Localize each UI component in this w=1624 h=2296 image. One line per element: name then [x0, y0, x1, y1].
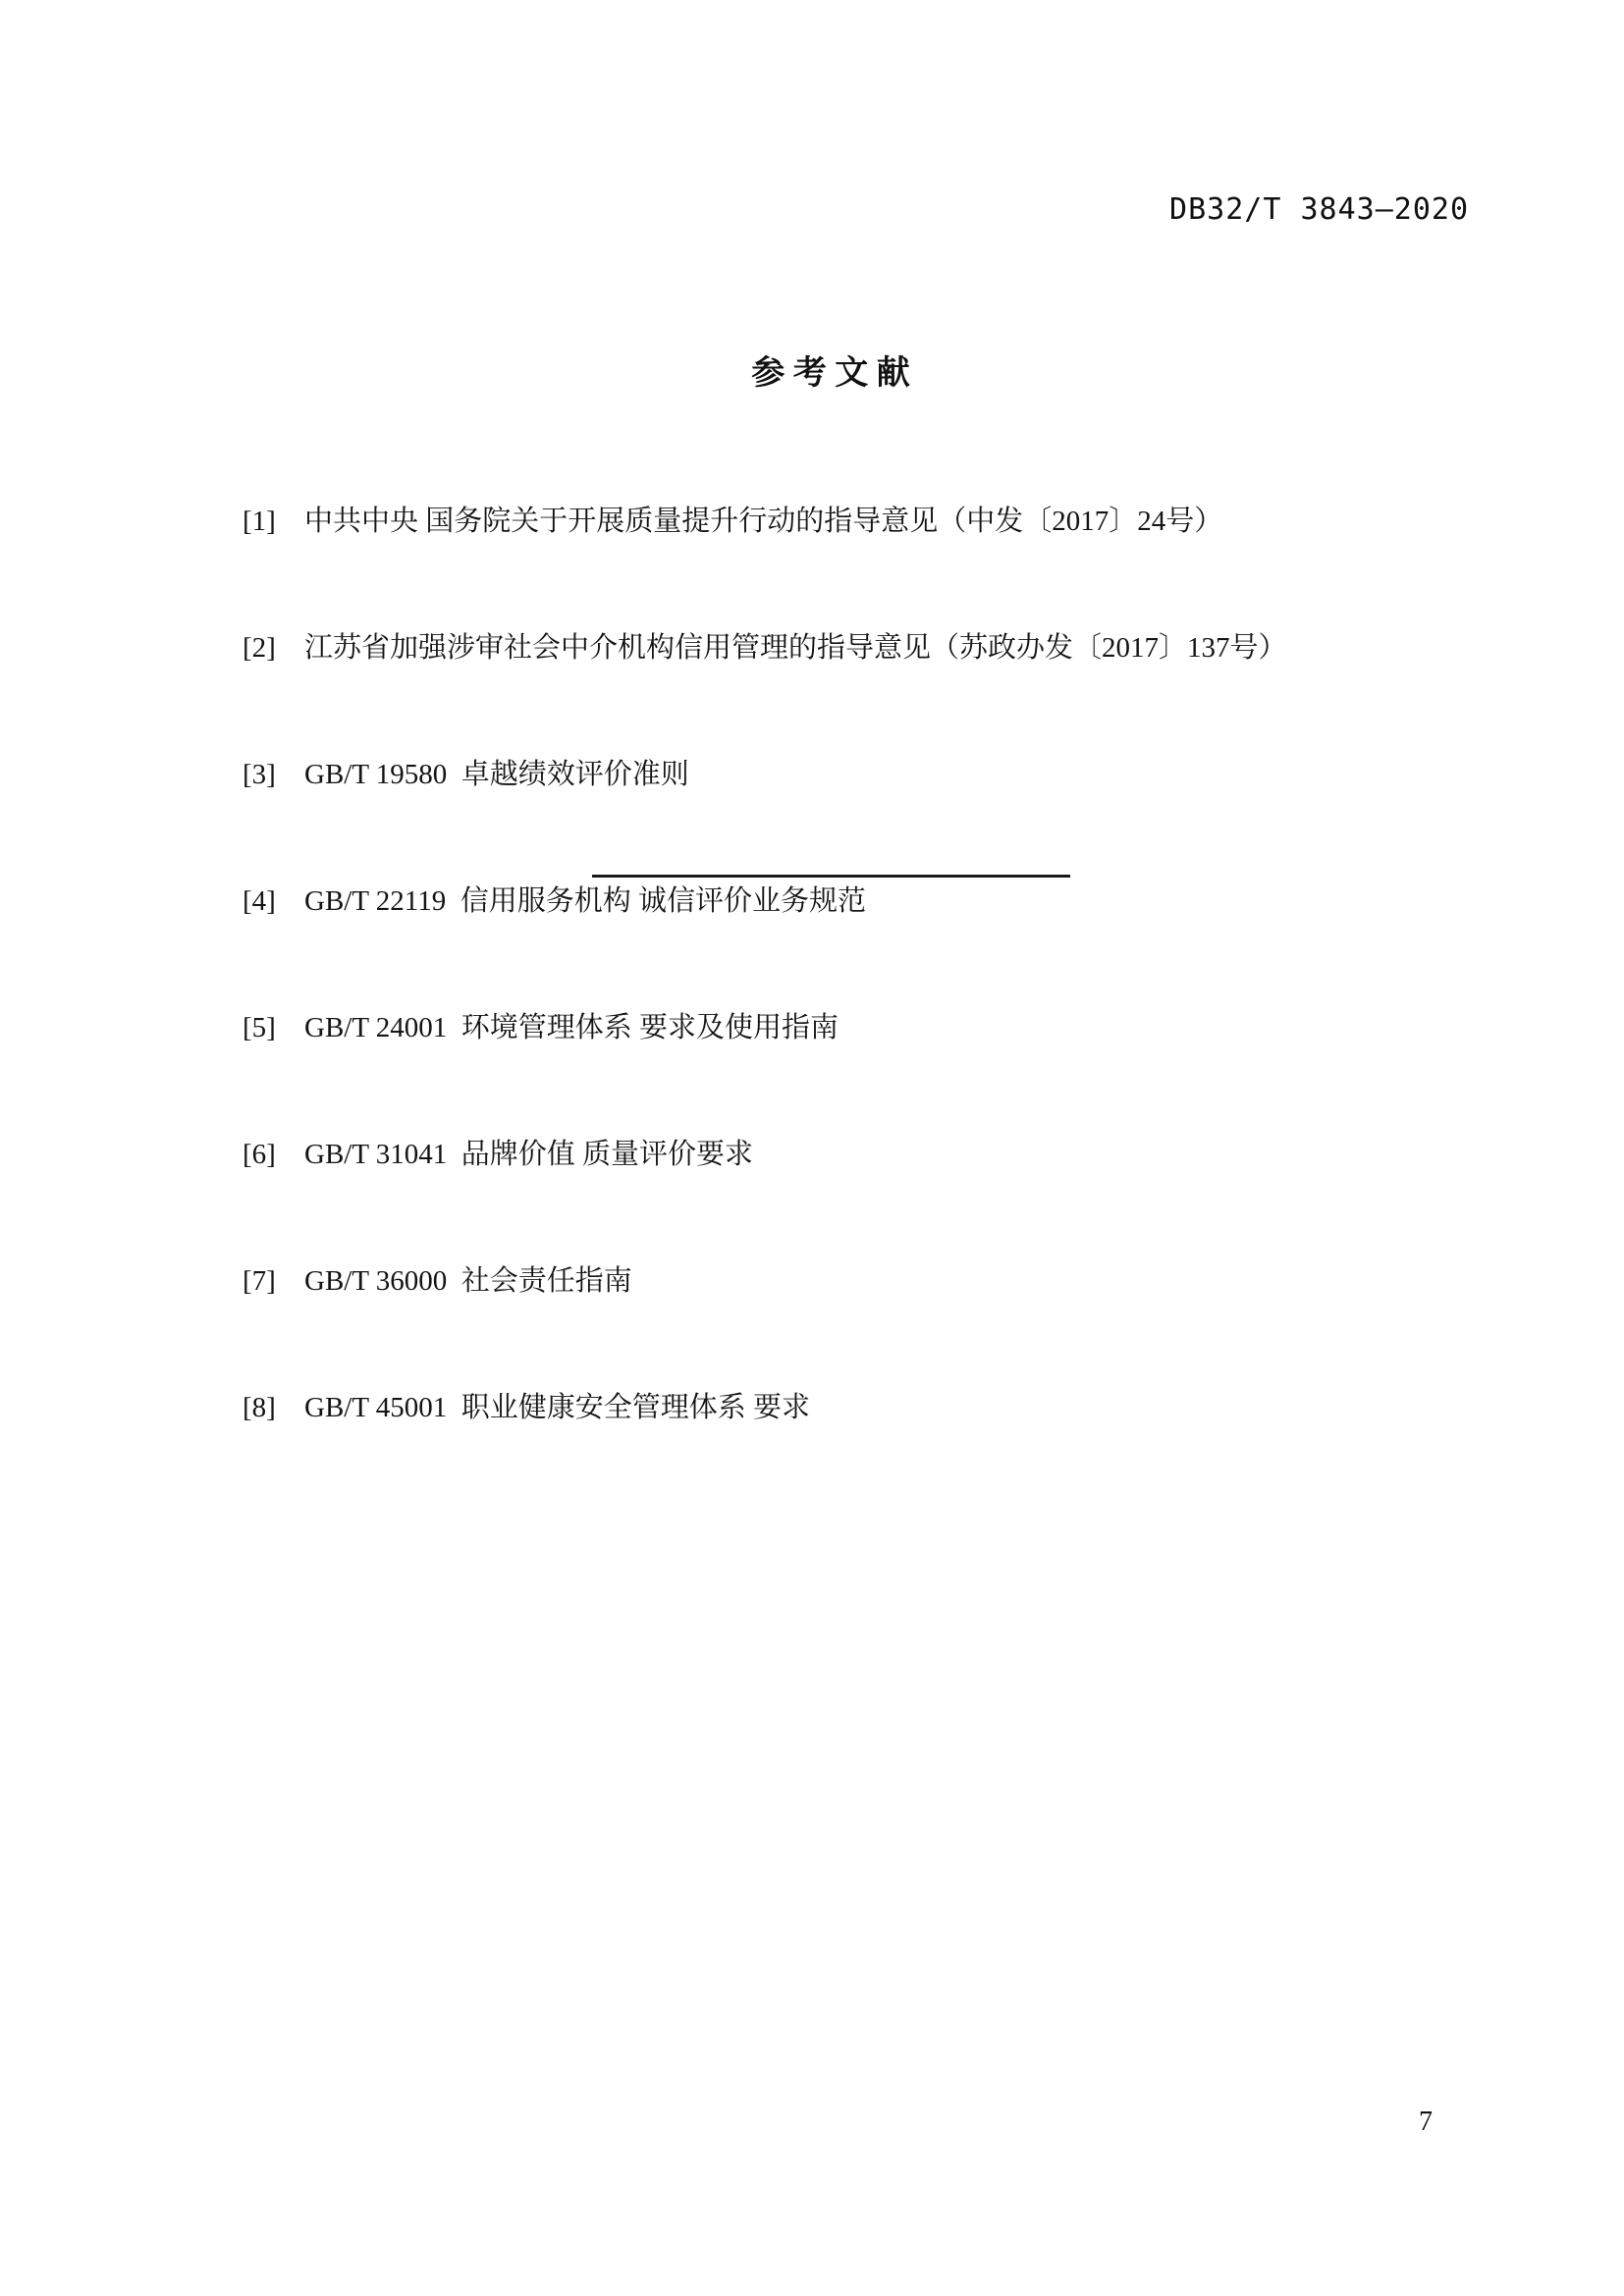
page-title: 参 考 文 献	[751, 355, 910, 392]
reference-text: GB/T 45001 职业健康安全管理体系 要求	[304, 1392, 811, 1423]
reference-marker: [3]	[243, 759, 276, 790]
reference-item	[243, 754, 1421, 796]
reference-item	[243, 1260, 1421, 1303]
standard-number: DB32/T 3843—2020	[1169, 192, 1469, 227]
reference-marker: [1]	[243, 506, 276, 537]
reference-marker: [8]	[243, 1392, 276, 1423]
reference-marker: [4]	[243, 885, 276, 917]
reference-marker: [7]	[243, 1265, 276, 1297]
reference-text: GB/T 22119 信用服务机构 诚信评价业务规范	[304, 885, 866, 917]
reference-item	[243, 1007, 1421, 1049]
reference-marker: [2]	[243, 632, 276, 664]
reference-text: GB/T 19580 卓越绩效评价准则	[304, 759, 689, 790]
page-number: 7	[1419, 2107, 1433, 2137]
reference-text: 江苏省加强涉审社会中介机构信用管理的指导意见（苏政办发〔2017〕137号）	[304, 632, 1287, 664]
reference-text: GB/T 31041 品牌价值 质量评价要求	[304, 1139, 754, 1170]
reference-item	[243, 627, 1421, 669]
section-divider	[592, 875, 1070, 878]
reference-text: GB/T 36000 社会责任指南	[304, 1265, 632, 1297]
reference-item	[243, 501, 1421, 543]
reference-list	[243, 416, 1421, 1514]
reference-text: 中共中央 国务院关于开展质量提升行动的指导意见（中发〔2017〕24号）	[304, 506, 1223, 537]
reference-item	[243, 881, 1421, 923]
reference-item	[243, 1134, 1421, 1176]
reference-item	[243, 1387, 1421, 1429]
reference-text: GB/T 24001 环境管理体系 要求及使用指南	[304, 1012, 839, 1043]
reference-marker: [6]	[243, 1139, 276, 1170]
reference-marker: [5]	[243, 1012, 276, 1043]
